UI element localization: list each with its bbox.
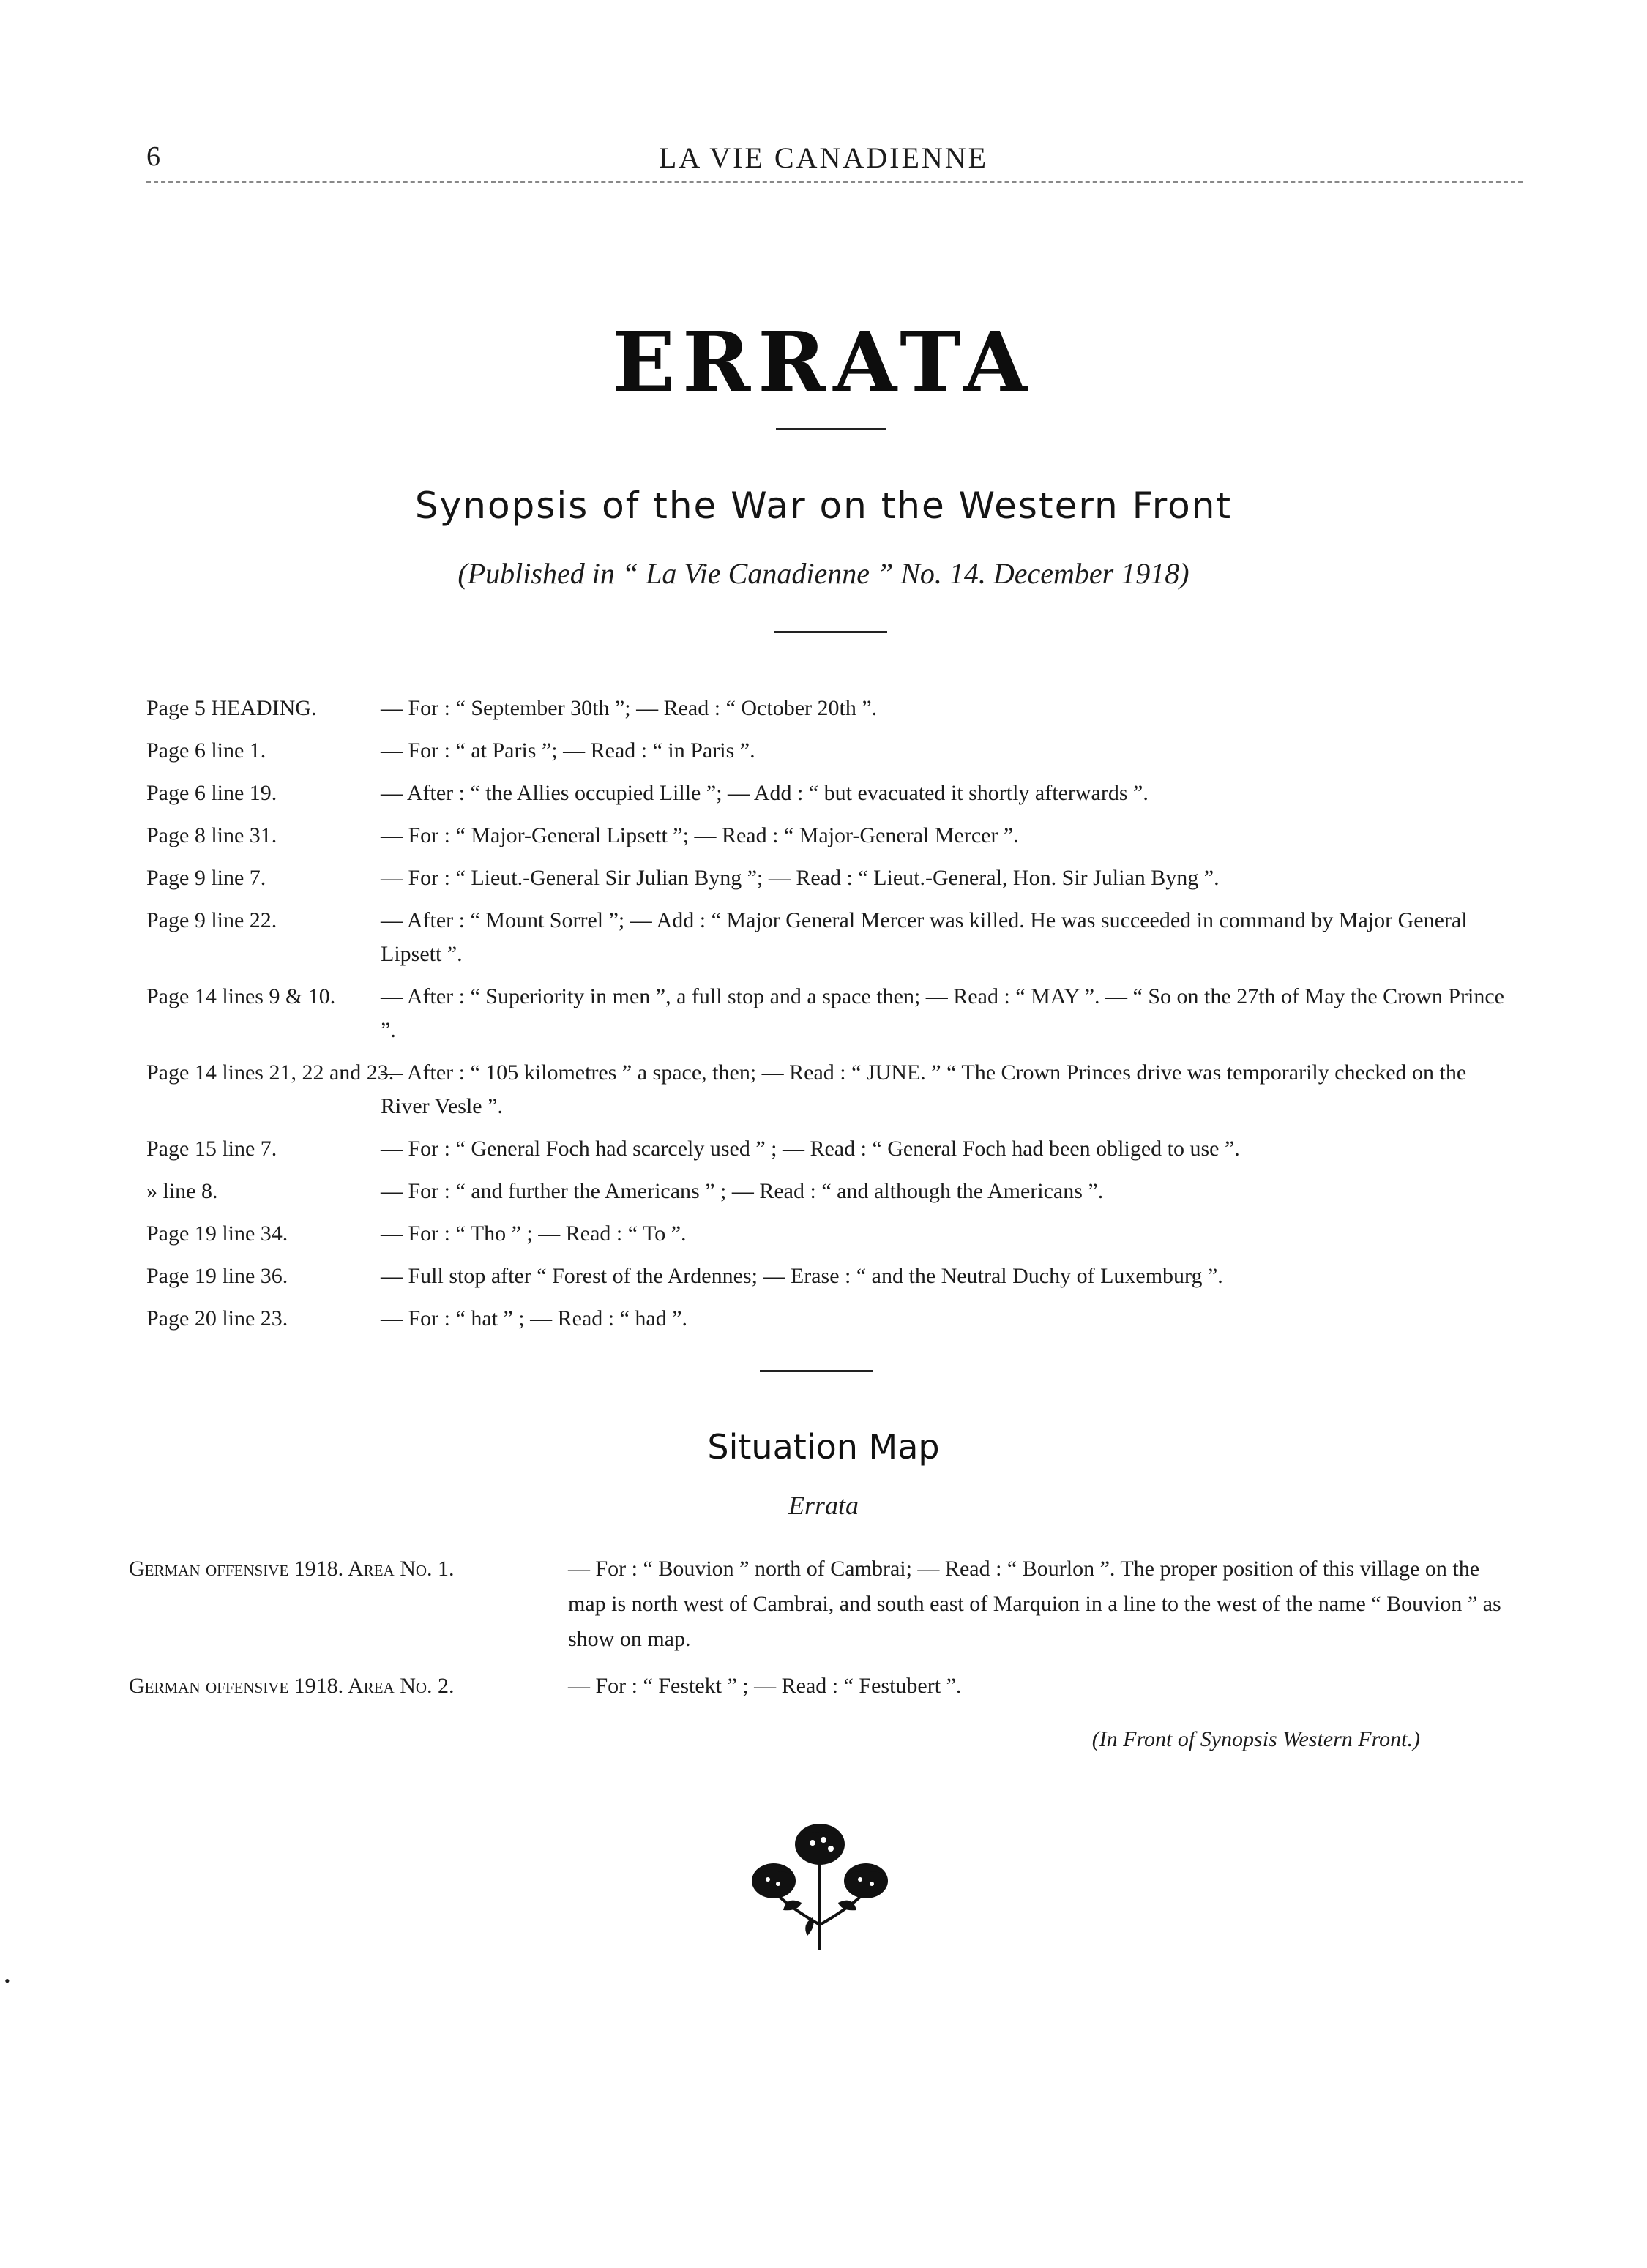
entry-reference: Page 19 line 34.: [146, 1221, 288, 1246]
entry-reference: Page 20 line 23.: [146, 1306, 288, 1331]
entry-text: — After : “ the Allies occupied Lille ”; — Add : “ but evacuated it shortly afterwards ”.: [381, 781, 1149, 805]
entry-reference: Page 15 line 7.: [146, 1137, 277, 1161]
entry-reference: Page 5 HEADING.: [146, 696, 317, 720]
entry-text: — For : “ at Paris ”; — Read : “ in Paris ”.: [381, 738, 755, 763]
entry-text: — For : “ Festekt ” ; — Read : “ Festubert ”.: [568, 1674, 962, 1698]
entry-text: — For : “ Lieut.-General Sir Julian Byng ”; — Read : “ Lieut.-General, Hon. Sir Julian Byng ”.: [381, 866, 1220, 890]
section-rule: [760, 1370, 873, 1372]
synopsis-rule: [774, 631, 887, 633]
title-rule: [776, 428, 886, 430]
list-item: [146, 734, 1508, 768]
entry-text: — For : “ and further the Americans ” ; — Read : “ and although the Americans ”.: [381, 1179, 1104, 1203]
entry-reference: Page 14 lines 21, 22 and 23.: [146, 1060, 395, 1085]
list-item: [146, 1132, 1508, 1166]
entry-text: — After : “ 105 kilometres ” a space, then; — Read : “ JUNE. ” “ The Crown Princes drive was temporarily checked on the River Vesle ”.: [381, 1060, 1467, 1118]
situation-map-errata-list: [129, 1552, 1505, 1715]
entry-text: — For : “ Bouvion ” north of Cambrai; — Read : “ Bourlon ”. The proper position of this village on the map is north west of Cambrai, and south east of Marquion in a line to the west of the name “ Bouvion ” as show on map.: [568, 1557, 1501, 1651]
situation-map-subheading: Errata: [788, 1491, 859, 1520]
list-item: [146, 1217, 1508, 1251]
list-item: [146, 1302, 1508, 1336]
entry-text: — For : “ Tho ” ; — Read : “ To ”.: [381, 1221, 687, 1246]
credit-note: (In Front of Synopsis Western Front.): [1091, 1727, 1420, 1751]
list-item: [146, 1056, 1508, 1123]
published-note: (Published in “ La Vie Canadienne ” No. 14. December 1918): [458, 557, 1190, 590]
entry-reference: Page 8 line 31.: [146, 823, 277, 847]
page-title: ERRATA: [612, 315, 1035, 411]
list-item: [129, 1669, 1505, 1704]
entry-text: — For : “ General Foch had scarcely used ” ; — Read : “ General Foch had been obliged to use ”.: [381, 1137, 1240, 1161]
list-item: [146, 776, 1508, 810]
list-item: [146, 980, 1508, 1047]
entry-reference: Page 14 lines 9 & 10.: [146, 984, 336, 1008]
list-item: [146, 1260, 1508, 1293]
list-item: [146, 861, 1508, 895]
entry-reference: Page 9 line 7.: [146, 866, 266, 890]
list-item: [129, 1552, 1505, 1657]
entry-reference: German offensive 1918. Area No. 1.: [129, 1557, 455, 1581]
flower-ornament-icon: [743, 1815, 897, 1954]
entry-reference: German offensive 1918. Area No. 2.: [129, 1674, 455, 1698]
entry-text: — After : “ Mount Sorrel ”; — Add : “ Major General Mercer was killed. He was succeeded in command by Major General Lipsett ”.: [381, 908, 1468, 966]
list-item: [146, 819, 1508, 853]
entry-reference: Page 6 line 19.: [146, 781, 277, 805]
entry-text: — After : “ Superiority in men ”, a full stop and a space then; — Read : “ MAY ”. — “ So on the 27th of May the Crown Prince ”.: [381, 984, 1504, 1042]
synopsis-heading: Synopsis of the War on the Western Front: [414, 484, 1233, 527]
entry-reference: » line 8.: [146, 1179, 218, 1203]
entry-reference: Page 6 line 1.: [146, 738, 266, 763]
entry-text: — For : “ September 30th ”; — Read : “ October 20th ”.: [381, 696, 878, 720]
list-item: [146, 1175, 1508, 1208]
page-number: 6: [146, 141, 160, 172]
situation-map-heading: Situation Map: [707, 1427, 940, 1467]
stray-mark: •: [4, 1972, 10, 1990]
synopsis-errata-list: [146, 692, 1508, 1344]
list-item: [146, 904, 1508, 971]
entry-text: — For : “ Major-General Lipsett ”; — Read : “ Major-General Mercer ”.: [381, 823, 1019, 847]
header-rule: [146, 181, 1523, 183]
entry-reference: Page 9 line 22.: [146, 908, 277, 932]
entry-reference: Page 19 line 36.: [146, 1264, 288, 1288]
running-head: LA VIE CANADIENNE: [658, 141, 989, 174]
list-item: [146, 692, 1508, 725]
entry-text: — For : “ hat ” ; — Read : “ had ”.: [381, 1306, 688, 1331]
entry-text: — Full stop after “ Forest of the Ardennes; — Erase : “ and the Neutral Duchy of Luxemburg ”.: [381, 1264, 1223, 1288]
